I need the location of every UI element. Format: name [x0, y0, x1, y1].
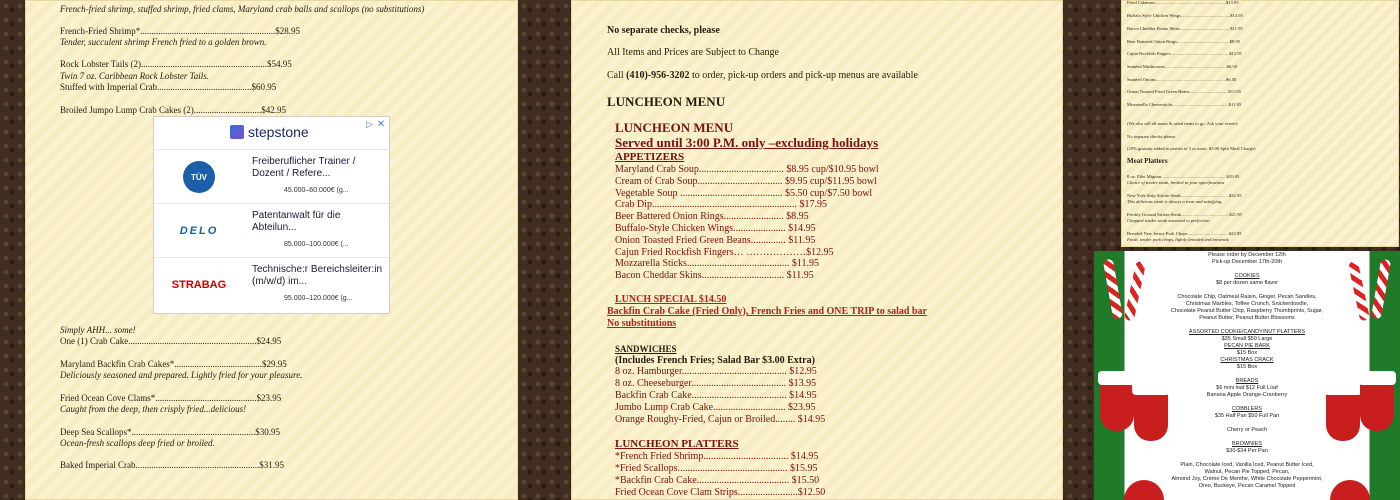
menu-item-desc: Deliciously seasoned and prepared. Lightly fried for your pleasure.: [60, 370, 303, 380]
job-ad-item[interactable]: [154, 204, 389, 258]
lunch-special-desc: Backfin Crab Cake (Fried Only), French Fries and ONE TRIP to salad bar: [607, 306, 927, 317]
platter-item: *Backfin Crab Cake..................................... $15.50: [615, 475, 820, 486]
crack-price: $15 Box: [1236, 364, 1258, 370]
brownies-list-line: Oreo, Buckeye, Pecan Caramel Topped: [1198, 483, 1296, 489]
menu-note: No separate checks please.: [1127, 134, 1177, 139]
delo-logo: DELO: [179, 225, 219, 237]
meat-platters-title: Meat Platters: [1127, 157, 1168, 165]
menu-line: French-fried shrimp, stuffed shrimp, fried clams, Maryland crab balls and scallops (no substitutions): [60, 4, 425, 14]
brownies-list-line: Walnut, Pecan Pie Topped, Pecan,: [1204, 469, 1290, 475]
appetizer-item: Cajun Fried Rockfish Fingers… ………………$12.95: [615, 247, 834, 258]
job-title[interactable]: Technische:r Bereichsleiter:in (m/w/d) im...: [252, 264, 383, 287]
menu-item: Freshly Ground Sirloin Steak..........................................$21.95: [1127, 212, 1242, 217]
platter-item: *French Fried Shrimp.................................. $14.95: [615, 451, 819, 462]
menu-item: Fried Ocean Cove Clams*.............................................$23.95: [60, 393, 282, 403]
appetizer-item: Mozzarella Sticks......................................... $11.95: [615, 258, 820, 269]
brownies-title: BROWNIES: [1232, 441, 1262, 447]
cobblers-price: $35 Half Pan $50 Full Pan: [1214, 413, 1280, 419]
christmas-order-flyer: [1094, 251, 1400, 500]
sandwich-item: 8 oz. Hamburger.......................................... $12.95: [615, 366, 817, 377]
menu-item-desc: This delicious steak is always a treat and satisfying.: [1127, 199, 1223, 204]
appetizer-item: Onion Toasted Fried Green Beans.............. $11.95: [615, 235, 816, 246]
pecan-title: PECAN PIE BARK: [1224, 343, 1270, 349]
breads-list: Banana Apple Orange-Cranberry: [1206, 392, 1288, 398]
adchoices-icon[interactable]: ▷: [366, 119, 373, 129]
job-ad-item[interactable]: [154, 258, 389, 311]
lunch-special-title: LUNCH SPECIAL $14.50: [615, 294, 727, 305]
appetizer-item: Crab Dip.......................................................... $17.95: [615, 199, 827, 210]
cookies-list-line: Chocolate Chip, Oatmeal Raisin, Ginger, Pecan Sandies,: [1177, 294, 1317, 300]
menu-item: Maryland Backfin Crab Cakes*.......................................$29.95: [60, 359, 287, 369]
platters-price: $35 Small $50 Large: [1221, 336, 1273, 342]
menu-item: Stuffed with Imperial Crab..........................................$60.95: [60, 82, 277, 92]
menu-note: (We also sell all menu & salad items to go. Ask your server): [1127, 121, 1238, 126]
call-notice: Call (410)-956-3202 to order, pick-up orders and pick-up menus are available: [607, 70, 918, 81]
prices-notice: All Items and Prices are Subject to Change: [607, 47, 779, 58]
menu-item: Fried Calamari..............................................................$13.95: [1127, 0, 1239, 5]
phone-number[interactable]: (410)-956-3202: [626, 70, 690, 81]
platter-item: Fried Ocean Cove Clam Strips........................$12.50: [615, 487, 826, 498]
cookies-list-line: Chocolate Peanut Butter Chip, Raspberry Thumbprints, Sugar,: [1170, 308, 1324, 314]
platters-title: ASSORTED COOKIE/CANDY/NUT PLATTERS: [1188, 329, 1306, 335]
tuv-logo: TÜV: [168, 159, 230, 195]
menu-item-desc: Chopped tender steak seasoned to perfection: [1127, 218, 1210, 223]
platter-item: *Fried Scallops............................................ $15.95: [615, 463, 818, 474]
menu-item: Bacon Cheddar Potato Skins............................................$11.95: [1127, 26, 1243, 31]
cobblers-title: COBBLERS: [1232, 406, 1262, 412]
pecan-price: $15 Box: [1236, 350, 1258, 356]
appetizer-item: Buffalo-Style Chicken Wings..................... $14.95: [615, 223, 816, 234]
menu-item: Beer Battered Onion Rings..............................................$8.95: [1127, 39, 1241, 44]
sandwich-item: Backfin Crab Cake...................................... $14.95: [615, 390, 817, 401]
sandwiches-note: (Includes French Fries; Salad Bar $3.00 Extra): [615, 355, 815, 366]
left-menu-panel: [25, 0, 518, 500]
sandwiches-title: SANDWICHES: [615, 344, 677, 354]
pickup-dates: Pick-up December 17th-20th: [1211, 259, 1282, 265]
cookies-price: $8 per dozen same flavor: [1215, 280, 1279, 286]
menu-item: Breaded New Jersey Pork Chops....................................$23.95: [1127, 231, 1242, 236]
job-ad-item[interactable]: [154, 150, 389, 204]
menu-item: Deep Sea Scallops*.......................................................$30.95: [60, 427, 280, 437]
job-title[interactable]: Patentanwalt für die Abteilun...: [252, 210, 341, 233]
appetizer-menu-thumbnail: [1121, 0, 1399, 247]
lunch-special-note: No substitutions: [607, 318, 677, 329]
sandwich-item: Jumbo Lump Crab Cake............................. $23.95: [615, 402, 816, 413]
menu-item: Sautéed Onions.............................................................$6.50: [1127, 77, 1237, 82]
menu-item-desc: Simply AHH... some!: [60, 325, 136, 335]
menu-item: Onion Toasted Fried Green Beans..................................$11.95: [1127, 89, 1241, 94]
menu-item: Rock Lobster Tails (2)........................................................$54.95: [60, 59, 292, 69]
order-deadline: Please order by December 12th: [1208, 252, 1286, 258]
job-salary: 85.000–100.000€ (...: [284, 241, 349, 248]
menu-item: Buffalo Style Chicken Wings...........................................$14.95: [1127, 13, 1243, 18]
luncheon-heading: LUNCHEON MENU: [607, 94, 726, 109]
job-salary: 95.000–120.000€ (g...: [284, 295, 353, 302]
appetizer-item: Vegetable Soup ......................................... $5.50 cup/$7.50 bowl: [615, 188, 873, 199]
sandwich-item: Orange Roughy-Fried, Cajun or Broiled........ $14.95: [615, 414, 826, 425]
breads-title: BREADS: [1235, 378, 1259, 384]
brownies-price: $30-$34 Per Pan: [1226, 448, 1268, 454]
menu-item-desc: Fresh, tender pork chops, lightly breaded and browned.: [1127, 237, 1230, 242]
menu-item: Mozzarella Cheesesticks.................................................$11.95: [1127, 102, 1242, 107]
served-until: Served until 3:00 P.M. only –excluding holidays: [615, 135, 879, 150]
luncheon-menu-panel: [571, 0, 1063, 500]
close-icon[interactable]: ✕: [376, 119, 386, 130]
job-title[interactable]: Freiberuflicher Trainer / Dozent / Refere...: [252, 156, 356, 179]
menu-item-desc: Ocean-fresh scallops deep fried or broiled.: [60, 438, 215, 448]
appetizer-item: Maryland Crab Soup.................................. $8.95 cup/$10.95 bowl: [615, 164, 879, 175]
menu-item-desc: Twin 7 oz. Caribbean Rock Lobster Tails.: [60, 71, 210, 81]
brownies-list-line: Plain, Chocolate Iced, Vanilla Iced, Peanut Butter Iced,: [1180, 462, 1314, 468]
luncheon-title: LUNCHEON MENU: [615, 120, 734, 135]
menu-note: (20% gratuity added to parties of 5 or more. $3.00 Split Meal Charge): [1127, 146, 1256, 151]
menu-item: Broiled Jumpo Lump Crab Cakes (2)..............................$42.95: [60, 105, 286, 115]
cookies-list-line: Peanut Butter, Peanut Butter Blossoms: [1199, 315, 1295, 321]
appetizer-item: Bacon Cheddar Skins................................. $11.95: [615, 270, 814, 281]
brownies-list-line: Almond Joy, Crème De Menthe, White Chocolate Peppermint,: [1171, 476, 1323, 482]
appetizers-title: APPETIZERS: [615, 151, 685, 163]
appetizer-item: Beer Battered Onion Rings........................ $8.95: [615, 211, 809, 222]
no-separate-checks: No separate checks, please: [607, 25, 720, 36]
job-salary: 45.000–60.000€ (g...: [284, 187, 349, 194]
crack-title: CHRISTMAS CRACK: [1220, 357, 1274, 363]
cobblers-list: Cherry or Peach: [1226, 427, 1268, 433]
job-ad-banner[interactable]: [153, 116, 390, 314]
menu-item: Baked Imperial Crab.......................................................$31.95: [60, 460, 284, 470]
menu-item: Sautéed Mushrooms......................................................$6.50: [1127, 64, 1237, 69]
menu-item: Cajun Rockfish Fingers...................................................$12.95: [1127, 51, 1242, 56]
stepstone-logo: stepstone: [230, 124, 309, 140]
appetizer-item: Cream of Crab Soup.................................. $9.95 cup/$11.95 bowl: [615, 176, 877, 187]
menu-item-desc: Caught from the deep, then crisply fried...delicious!: [60, 404, 247, 414]
menu-item: French-Fried Shrimp*............................................................$28.95: [60, 26, 300, 36]
menu-item-desc: Choice of tender steak, broiled to your specifications: [1127, 180, 1225, 185]
strabag-logo: STRABAG: [171, 279, 227, 291]
cookies-list-line: Christmas Marbles, Toffee Crunch, Snickerdoodle,: [1185, 301, 1309, 307]
ad-header: [154, 117, 389, 150]
breads-price: $6 mini loaf $12 Full Loaf: [1216, 385, 1278, 391]
menu-item-desc: Tender, succulent shrimp French fried to a golden brown.: [60, 37, 267, 47]
menu-item: New York Strip Sirloin Steak..........................................$32.95: [1127, 193, 1242, 198]
menu-item: One (1) Crab Cake.........................................................$24.95: [60, 336, 282, 346]
cookies-title: COOKIES: [1234, 273, 1260, 279]
sandwich-item: 8 oz. Cheeseburger...................................... $13.95: [615, 378, 817, 389]
menu-item: 8 oz. Filet Mignon.........................................................$29.95: [1127, 174, 1240, 179]
platters-title: LUNCHEON PLATTERS: [615, 438, 739, 450]
